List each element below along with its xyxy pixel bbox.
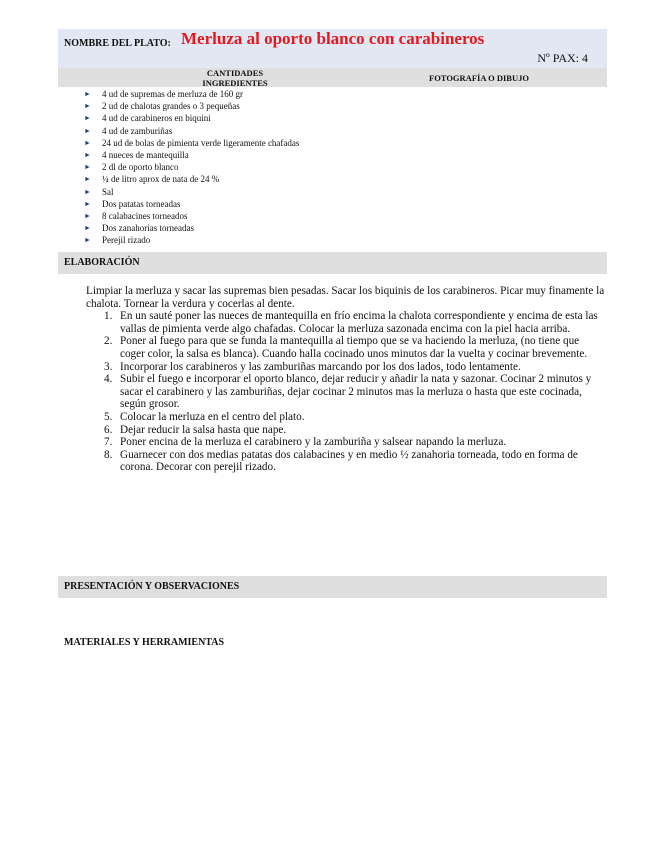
ingredient-text: 4 nueces de mantequilla xyxy=(102,150,189,161)
bullet-icon: ► xyxy=(84,163,91,172)
step-text: En un sauté poner las nueces de mantequilla en frío encima la chalota correspondiente y encima de esta las vallas de pimienta verde algo chafadas. Colocar la merluza sazonada encima con la piel hacia arriba. xyxy=(120,310,598,335)
bullet-icon: ► xyxy=(84,199,91,208)
ingredient-text: ¼ de litro aprox de nata de 24 % xyxy=(102,174,220,185)
elaboracion-steps xyxy=(86,310,606,474)
cantidades-heading: CANTIDADES xyxy=(206,68,264,78)
ingredient-text: 8 calabacines torneados xyxy=(102,211,188,222)
materiales-heading: MATERIALES Y HERRAMIENTAS xyxy=(64,637,225,648)
list-item xyxy=(84,186,299,198)
step-text: Colocar la merluza en el centro del plato. xyxy=(120,410,305,423)
bullet-icon: ► xyxy=(84,138,91,147)
bullet-icon: ► xyxy=(84,90,91,98)
step-number: 6. xyxy=(104,423,113,436)
bullet-icon: ► xyxy=(84,187,91,196)
bullet-icon: ► xyxy=(84,212,91,221)
step-text: Poner al fuego para que se funda la mantequilla al tiempo que se va haciendo la merluza, (no tiene que coger color, la salsa es blanca). Cuando halla cocinado unos minutos dar la vuelta y cocinar brevemente. xyxy=(120,335,588,360)
step-item xyxy=(86,449,606,474)
quantities-ingredients-header xyxy=(178,68,292,88)
list-item xyxy=(84,100,299,112)
step-item xyxy=(86,361,606,374)
list-item xyxy=(84,137,299,149)
elaboracion-intro: Limpiar la merluza y sacar las supremas bien pesadas. Sacar los biquinis de los carabineros. Picar muy finamente la chalota. Tornear la verdura y cocerlas al dente. xyxy=(86,285,605,310)
step-number: 2. xyxy=(104,335,113,348)
presentacion-section-bar xyxy=(58,576,607,598)
elaboracion-body xyxy=(86,285,606,474)
bullet-icon: ► xyxy=(84,126,91,135)
list-item xyxy=(84,198,299,210)
step-number: 5. xyxy=(104,410,113,423)
ingredient-text: Dos patatas torneadas xyxy=(102,198,181,209)
list-item xyxy=(84,88,299,100)
ingredient-text: 24 ud de bolas de pimienta verde ligeramente chafadas xyxy=(102,137,300,148)
list-item xyxy=(84,161,299,173)
step-item xyxy=(86,373,606,411)
step-text: Dejar reducir la salsa hasta que nape. xyxy=(120,423,287,436)
list-item xyxy=(84,222,299,234)
bullet-icon: ► xyxy=(84,236,91,245)
list-item xyxy=(84,112,299,124)
elaboracion-heading: ELABORACIÓN xyxy=(64,257,140,268)
presentacion-heading: PRESENTACIÓN Y OBSERVACIONES xyxy=(64,581,240,592)
ingredient-text: Sal xyxy=(102,186,114,197)
step-text: Incorporar los carabineros y las zamburiñas marcando por los dos lados, todo lentamente. xyxy=(120,360,521,373)
dish-name: Merluza al oporto blanco con carabineros xyxy=(181,29,485,48)
step-number: 7. xyxy=(104,436,113,449)
step-text: Poner encina de la merluza el carabinero y la zamburiña y salsear napando la merluza. xyxy=(120,436,507,449)
step-number: 8. xyxy=(104,448,113,461)
list-item xyxy=(84,173,299,185)
list-item xyxy=(84,149,299,161)
list-item xyxy=(84,234,299,246)
dish-title-band xyxy=(58,29,607,68)
ingredient-text: Perejil rizado xyxy=(102,235,151,246)
ingredient-text: 4 ud de zamburiñas xyxy=(102,125,173,136)
step-text: Subir el fuego e incorporar el oporto blanco, dejar reducir y añadir la nata y sazonar. Cocinar 2 minutos y sacar el carabinero y las zamburiñas, dejar cocinar 2 minutos mas la merluza o hasta que este cocinada, según grosor. xyxy=(120,373,592,411)
ingredient-text: 4 ud de carabineros en biquini xyxy=(102,113,211,124)
step-item xyxy=(86,335,606,360)
ingredient-text: Dos zanahorias torneadas xyxy=(102,223,194,234)
bullet-icon: ► xyxy=(84,102,91,111)
step-item xyxy=(86,424,606,437)
ingredients-header-band xyxy=(58,68,607,87)
ingredient-text: 2 dl de oporto blanco xyxy=(102,162,179,173)
dish-name-label: NOMBRE DEL PLATO: xyxy=(64,38,171,49)
pax-count: Nº PAX: 4 xyxy=(537,51,588,65)
bullet-icon: ► xyxy=(84,114,91,123)
step-number: 3. xyxy=(104,360,113,373)
step-number: 1. xyxy=(104,310,113,323)
step-item xyxy=(86,310,606,335)
list-item xyxy=(84,125,299,137)
elaboracion-section-bar xyxy=(58,252,607,274)
ingredient-text: 4 ud de supremas de merluza de 160 gr xyxy=(102,89,243,99)
bullet-icon: ► xyxy=(84,224,91,233)
ingredient-text: 2 ud de chalotas grandes o 3 pequeñas xyxy=(102,101,240,112)
list-item xyxy=(84,210,299,222)
bullet-icon: ► xyxy=(84,151,91,160)
ingredient-list xyxy=(84,88,299,247)
step-item xyxy=(86,411,606,424)
step-item xyxy=(86,436,606,449)
step-text: Guarnecer con dos medias patatas dos calabacines y en medio ½ zanahoria torneada, todo en forma de corona. Decorar con perejil rizado. xyxy=(120,448,578,474)
bullet-icon: ► xyxy=(84,175,91,184)
step-number: 4. xyxy=(104,373,113,386)
photo-heading: FOTOGRAFÍA O DIBUJO xyxy=(429,73,529,83)
ingredientes-heading: INGREDIENTES xyxy=(202,78,268,88)
